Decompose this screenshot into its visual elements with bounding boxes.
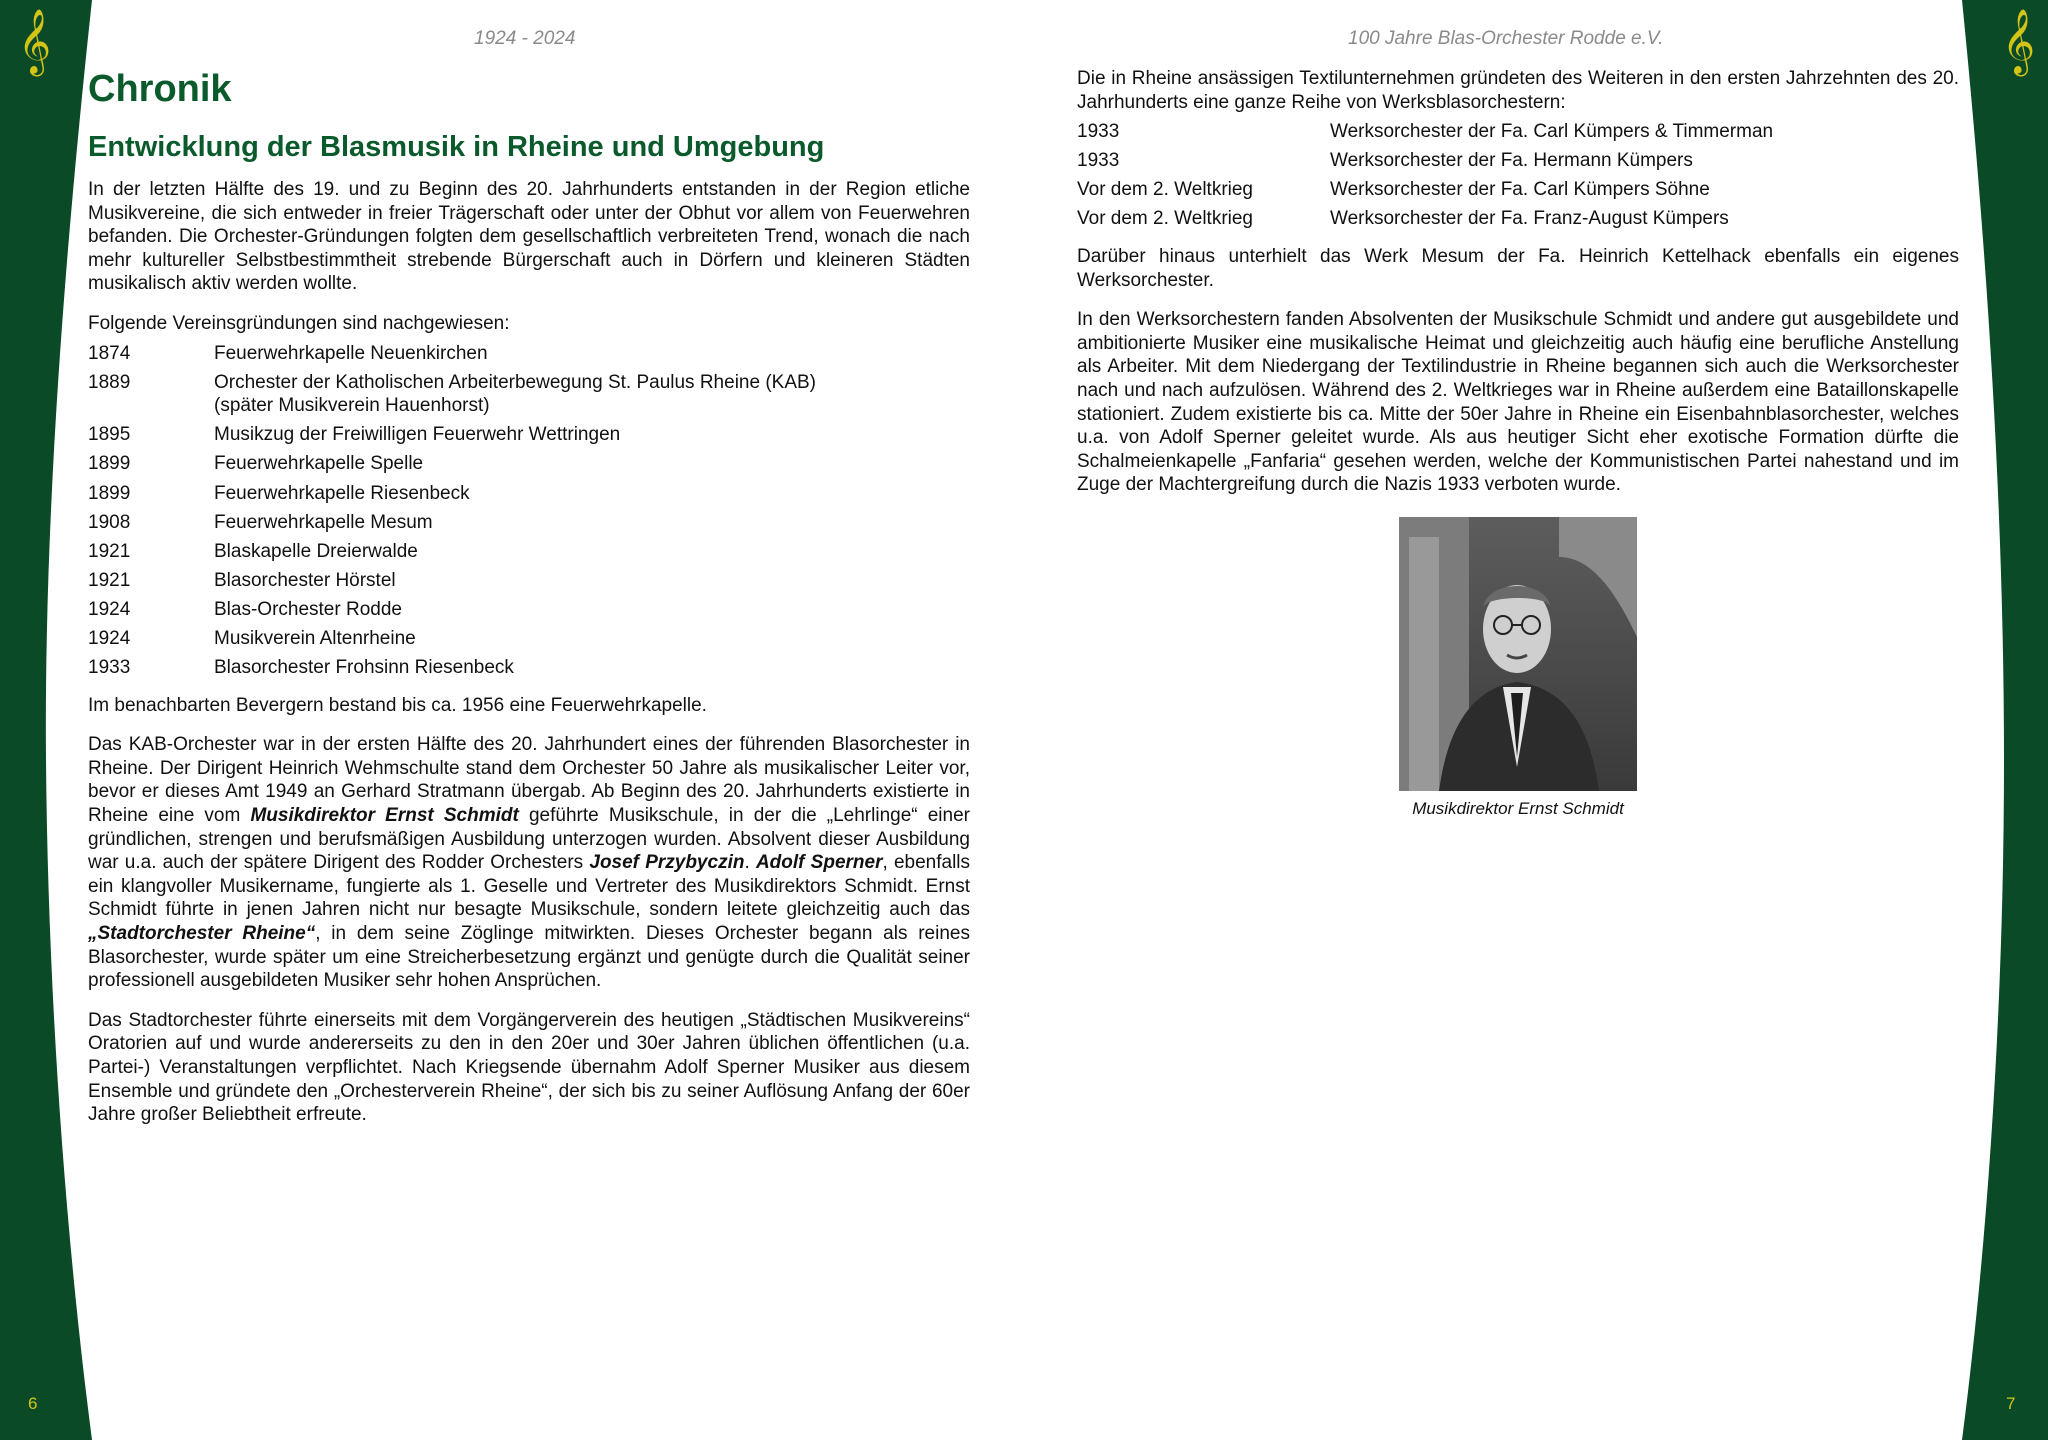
werks-year: Vor dem 2. Weltkrieg [1077, 208, 1254, 230]
list-item [88, 371, 970, 418]
intro-paragraph: In der letzten Hälfte des 19. und zu Beginn des 20. Jahrhunderts entstanden in der Region etliche Musikvereine, die sich entweder in freier Trägerschaft oder unter der Obhut vor allem von Feuerwehren befanden. Die Orchester-Gründungen folgten dem gesellschaftlich verbreiteten Trend, wonach die nach mehr kultureller Selbstbestimmtheit strebende Bürgerschaft auch in Dörfern und kleineren Städten musikalisch aktiv werden wollte. [88, 179, 970, 295]
founding-year: 1874 [88, 342, 131, 364]
header-years: 1924 - 2024 [474, 28, 576, 49]
founding-name: Orchester der Katholischen Arbeiterbewegung St. Paulus Rheine (KAB) (später Musikverein Hauenhorst) [214, 371, 970, 418]
werks-name: Werksorchester der Fa. Franz-August Kümpers [1330, 208, 1729, 230]
treble-clef-icon: 𝄞 [2002, 9, 2036, 74]
list-item [88, 540, 970, 564]
list-intro: Folgende Vereinsgründungen sind nachgewiesen: [88, 312, 510, 334]
page-number-left: 6 [28, 1394, 38, 1413]
page-number-right: 7 [2006, 1394, 2016, 1413]
left-page-content [88, 66, 970, 1143]
list-item [88, 482, 970, 506]
list-item [1077, 207, 1959, 231]
foundings-list [88, 342, 970, 680]
list-item [1077, 149, 1959, 173]
header-title: 100 Jahre Blas-Orchester Rodde e.V. [1348, 28, 1664, 49]
werks-name: Werksorchester der Fa. Hermann Kümpers [1330, 150, 1693, 172]
name-stadtorchester: „Stadtorchester Rheine“ [88, 923, 316, 945]
werksorchester-list [1077, 120, 1959, 231]
werks-year: 1933 [1077, 150, 1120, 172]
founding-name: Musikverein Altenrheine [214, 628, 416, 649]
founding-year: 1924 [88, 598, 131, 620]
list-item [88, 423, 970, 447]
right-green-border [1962, 0, 2048, 1440]
founding-year: 1899 [88, 482, 131, 504]
founding-name: Blaskapelle Dreierwalde [214, 540, 418, 562]
photo-figure [1077, 517, 1959, 821]
founding-name: Blasorchester Frohsinn Riesenbeck [214, 657, 514, 679]
founding-name: Blasorchester Hörstel [214, 569, 396, 591]
werks-year: 1933 [1077, 121, 1120, 143]
name-josef-przybyczin: Josef Przybyczin [589, 852, 745, 874]
name-adolf-sperner: Adolf Sperner [755, 852, 883, 874]
founding-year: 1889 [88, 371, 131, 393]
list-item [88, 342, 970, 366]
founding-name: Feuerwehrkapelle Mesum [214, 511, 433, 533]
mesum-paragraph: Darüber hinaus unterhielt das Werk Mesum der Fa. Heinrich Kettelhack ebenfalls ein eigenes Werksorchester. [1077, 246, 1959, 291]
portrait-photo [1399, 517, 1637, 791]
founding-year: 1908 [88, 511, 131, 533]
list-item [88, 598, 970, 622]
founding-year: 1924 [88, 628, 131, 649]
list-item [88, 452, 970, 476]
section-title: Entwicklung der Blasmusik in Rheine und Umgebung [88, 131, 825, 163]
werks-name: Werksorchester der Fa. Carl Kümpers & Timmerman [1330, 121, 1774, 143]
founding-note: (später Musikverein Hauenhorst) [214, 395, 490, 417]
founding-name: Musikzug der Freiwilligen Feuerwehr Wettringen [214, 424, 621, 446]
kab-paragraph: Das KAB-Orchester war in der ersten Hälfte des 20. Jahrhundert eines der führenden Blasorchester in Rheine. Der Dirigent Heinrich Wehmschulte stand dem Orchester 50 Jahre als musikalischer Leiter vor, bevor er dieses Amt 1949 an Gerhard Stratmann übergab. Ab Beginn des 20. Jahrhunderts existierte in Rheine eine vom Musikdirektor Ernst Schmidt geführte Musikschule, in der die „Lehrlinge“ einer gründlichen, strengen und berufsmäßigen Ausbildung unterzogen wurden. Absolvent dieser Ausbildung war u.a. auch der spätere Dirigent des Rodder Orchesters Josef Przybyczin. Adolf Sperner, ebenfalls ein klangvoller Musikername, fungierte als 1. Geselle und Vertreter des Musikdirektors Schmidt. Ernst Schmidt führte in jenen Jahren nicht nur besagte Musikschule, sondern leitete gleichzeitig auch das „Stadtorchester Rheine“, in dem seine Zöglinge mitwirkten. Dieses Orchester begann als reines Blasorchester, wurde später um eine Streicherbesetzung ergänzt und genügte durch die Qualität seiner professionell ausgebildeten Musiker sehr hohen Ansprüchen. [88, 734, 971, 992]
werksorchester-paragraph: In den Werksorchestern fanden Absolventen der Musikschule Schmidt und andere gut ausgebildete und ambitionierte Musiker eine musikalische Heimat und gleichzeitig auch häufig eine berufliche Anstellung als Arbeiter. Mit dem Niedergang der Textilindustrie in Rheine begannen sich auch die Werksorchester nach und nach aufzulösen. Während des 2. Weltkrieges war in Rheine außerdem eine Bataillonskapelle stationiert. Zudem existierte bis ca. Mitte der 50er Jahre in Rheine ein Eisenbahnblasorchester, welches u.a. von Adolf Sperner geleitet wurde. Als aus heutiger Sicht eher exotische Formation dürfte die Schalmeienkapelle „Fanfaria“ gesehen werden, welche der Kommunistischen Partei nahestand und im Zuge der Machtergreifung durch die Nazis 1933 verboten wurde. [1077, 309, 1959, 496]
list-item [1077, 178, 1959, 202]
left-green-border [0, 0, 92, 1440]
werks-name: Werksorchester der Fa. Carl Kümpers Söhne [1330, 179, 1710, 201]
founding-year: 1899 [88, 453, 131, 475]
textile-intro: Die in Rheine ansässigen Textilunternehmen gründeten des Weiteren in den ersten Jahrzehnten des 20. Jahrhunderts eine ganze Reihe von Werksblasorchestern: [1077, 68, 1959, 113]
photo-caption: Musikdirektor Ernst Schmidt [1412, 799, 1624, 818]
name-ernst-schmidt: Musikdirektor Ernst Schmidt [250, 805, 519, 827]
founding-year: 1921 [88, 540, 131, 562]
founding-name: Feuerwehrkapelle Spelle [214, 453, 424, 475]
list-item [88, 656, 970, 680]
founding-year: 1921 [88, 569, 131, 591]
list-item [1077, 120, 1959, 144]
chapter-title: Chronik [88, 68, 232, 110]
list-item [88, 511, 970, 535]
founding-name: Feuerwehrkapelle Riesenbeck [214, 482, 470, 504]
right-page-content [1077, 67, 1959, 821]
stadtorchester-paragraph: Das Stadtorchester führte einerseits mit dem Vorgängerverein des heutigen „Städtischen Musikvereins“ Oratorien auf und wurde andererseits zu den in den 20er und 30er Jahren üblichen öffentlichen (u.a. Partei-) Veranstaltungen verpflichtet. Nach Kriegsende übernahm Adolf Sperner Musiker aus diesem Ensemble und gründete den „Orchesterverein Rheine“, der sich bis zu seiner Auflösung Anfang der 60er Jahre großer Beliebtheit erfreute. [88, 1009, 970, 1126]
list-item [88, 627, 970, 651]
werks-year: Vor dem 2. Weltkrieg [1077, 179, 1254, 201]
founding-year: 1933 [88, 657, 131, 679]
treble-clef-icon: 𝄞 [18, 9, 52, 74]
founding-name: Blas-Orchester Rodde [214, 598, 402, 620]
founding-year: 1895 [88, 424, 131, 446]
list-item [88, 569, 970, 593]
bevergern-paragraph: Im benachbarten Bevergern bestand bis ca. 1956 eine Feuerwehrkapelle. [88, 694, 707, 716]
founding-name: Feuerwehrkapelle Neuenkirchen [214, 342, 488, 364]
